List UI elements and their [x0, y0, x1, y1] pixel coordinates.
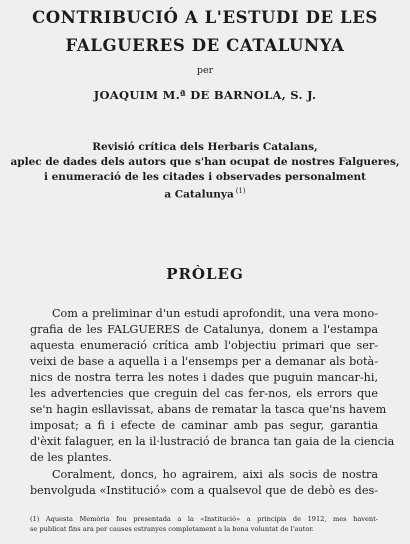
body-line: les advertencies que creguin del cas fer-nos, els errors que — [30, 387, 378, 400]
footnote-line-1: (1) Aquesta Memòria fou presentada a la «Institució» a principis de 1912, mes havent- — [30, 515, 378, 523]
subtitle-line-1: Revisió crítica dels Herbaris Catalans, — [92, 141, 318, 153]
subtitle-line-4-text: a Catalunya — [164, 188, 234, 201]
body-line: benvolguda «Institució» com a qualsevol que de debò es des- — [30, 484, 378, 497]
subtitle-line-3: i enumeració de les citades i observades personalment — [43, 171, 367, 183]
body-line: d'èxit falaguer, en la il·lustració de branca tan gaia de la ciencia — [30, 435, 395, 448]
author-name: JOAQUIM M.ª DE BARNOLA, S. J. — [93, 88, 317, 102]
section-heading: PRÒLEG — [166, 265, 244, 283]
body-line: grafia de les FALGUERES de Catalunya, donem a l'estampa — [30, 323, 378, 336]
body-line: veixi de base a aquella i a l'ensemps per a demanar als botà- — [30, 355, 378, 368]
body-line: se'n hagin esllavissat, abans de rematar la tasca que'ns havem — [30, 403, 387, 416]
byline-per: per — [196, 65, 214, 76]
subtitle-line-2: aplec de dades dels autors que s'han ocupat de nostres Falgueres, — [10, 156, 400, 168]
body-line: aquesta enumeració crítica amb l'objectiu primari que ser- — [30, 339, 378, 352]
body-line: nics de nostra terra les notes i dades que puguin mancar-hi, — [30, 371, 378, 384]
body-line: imposat; a fi i efecte de caminar amb pas segur, garantia — [30, 419, 378, 432]
title-line-1: CONTRIBUCIÓ A L'ESTUDI DE LES — [32, 8, 378, 27]
footnote-reference: (1) — [235, 187, 246, 195]
footnote-line-2: se publicat fins ara per causes estranyes completament a la bona voluntat de l'autor. — [30, 525, 314, 533]
title-line-2: FALGUERES DE CATALUNYA — [65, 36, 345, 55]
body-line: Com a preliminar d'un estudi aprofondit, una vera mono- — [52, 307, 378, 320]
body-line: Coralment, doncs, ho agrairem, aixi als socis de nostra — [52, 468, 378, 481]
body-line: de les plantes. — [30, 451, 112, 464]
subtitle-line-4 — [0, 187, 410, 201]
